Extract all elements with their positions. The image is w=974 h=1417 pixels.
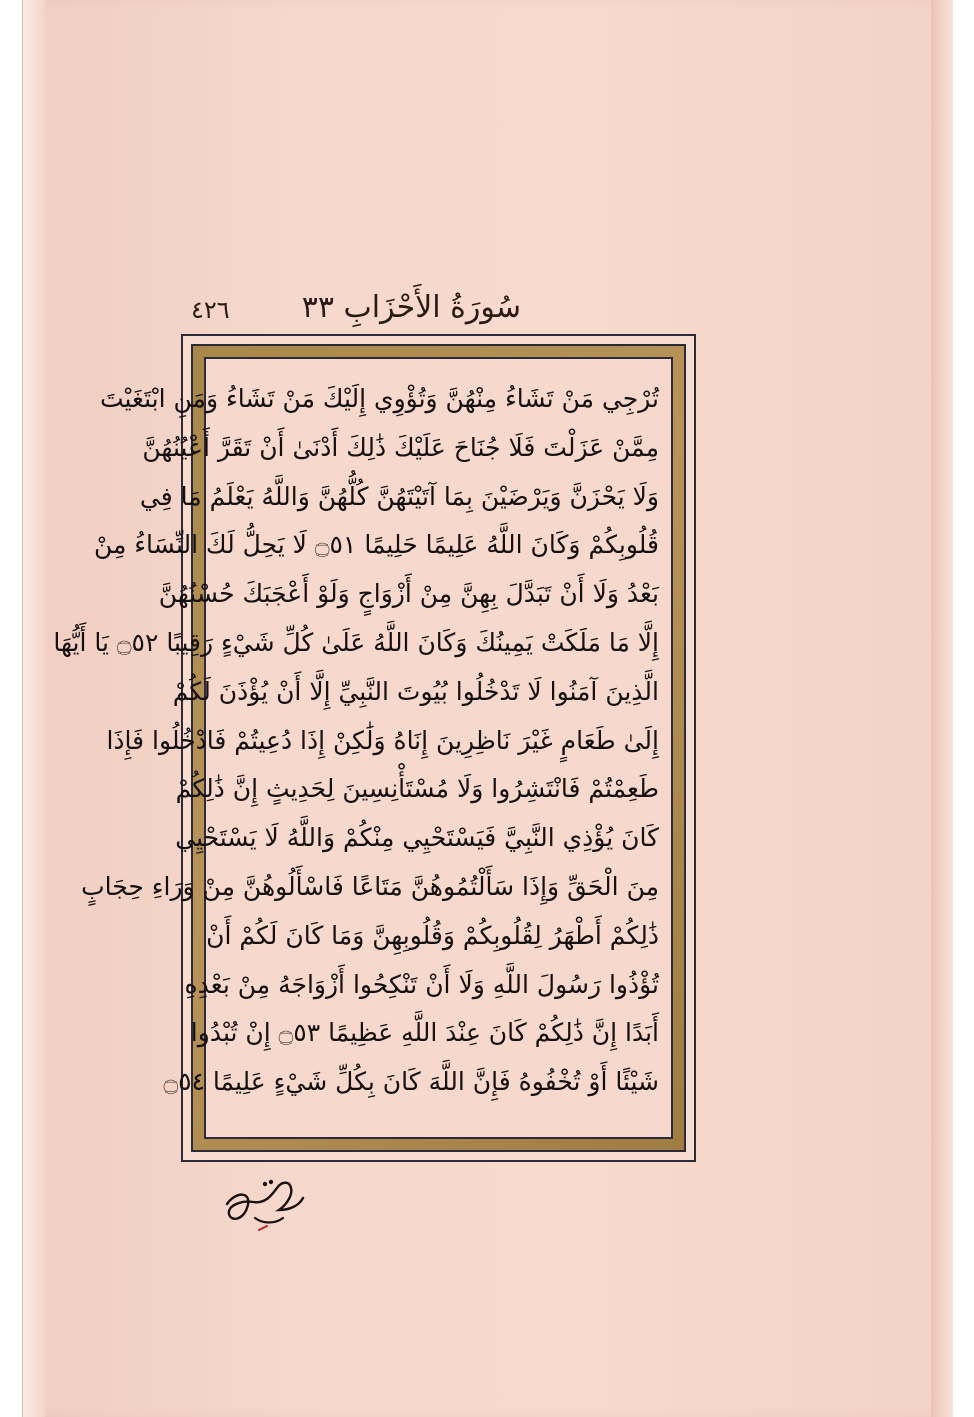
verse-line-1: تُرْجِي مَنْ تَشَاءُ مِنْهُنَّ وَتُؤْوِي إِلَيْكَ مَنْ تَشَاءُ وَمَنِ ابْتَغَيْتَ <box>99 384 659 413</box>
text-frame-outer <box>53 334 696 1162</box>
text-frame-inner <box>53 357 673 1139</box>
page-header <box>181 286 696 330</box>
catchword-calligraphy <box>219 1170 311 1240</box>
verse-line-5: بَعْدُ وَلَا أَنْ تَبَدَّلَ بِهِنَّ مِنْ أَزْوَاجٍ وَلَوْ أَعْجَبَكَ حُسْنُهُنَّ <box>158 579 659 609</box>
verse-line-6: إِلَّا مَا مَلَكَتْ يَمِينُكَ وَكَانَ اللَّهُ عَلَىٰ كُلِّ شَيْءٍ رَقِيبًا ۝٥٢ يَا أَيُّهَا <box>53 627 659 657</box>
verse-line-2: مِمَّنْ عَزَلْتَ فَلَا جُنَاحَ عَلَيْكَ ذَٰلِكَ أَدْنَىٰ أَنْ تَقَرَّ أَعْيُنُهُنَّ <box>142 432 659 462</box>
verse-line-3: وَلَا يَحْزَنَّ وَيَرْضَيْنَ بِمَا آتَيْتَهُنَّ كُلُّهُنَّ وَاللَّهُ يَعْلَمُ مَا فِي <box>139 481 659 511</box>
verse-line-13: تُؤْذُوا رَسُولَ اللَّهِ وَلَا أَنْ تَنْكِحُوا أَزْوَاجَهُ مِنْ بَعْدِهِ <box>184 969 659 999</box>
verse-line-7: الَّذِينَ آمَنُوا لَا تَدْخُلُوا بُيُوتَ النَّبِيِّ إِلَّا أَنْ يُؤْذَنَ لَكُمْ <box>172 676 659 706</box>
verse-text-block <box>53 375 659 1125</box>
verse-line-15: شَيْئًا أَوْ تُخْفُوهُ فَإِنَّ اللَّهَ كَانَ بِكُلِّ شَيْءٍ عَلِيمًا ۝٥٤ <box>163 1067 659 1097</box>
verse-line-12: ذَٰلِكُمْ أَطْهَرُ لِقُلُوبِكُمْ وَقُلُوبِهِنَّ وَمَا كَانَ لَكُمْ أَنْ <box>206 920 659 950</box>
page-left-edge <box>23 0 45 1417</box>
verse-line-11: مِنَ الْحَقِّ وَإِذَا سَأَلْتُمُوهُنَّ مَتَاعًا فَاسْأَلُوهُنَّ مِنْ وَرَاءِ حِجَابٍ <box>81 871 659 901</box>
page-right-edge <box>931 0 953 1417</box>
surah-title: سُورَةُ الأَحْزَابِ ٣٣ <box>301 290 521 325</box>
page-number: ٤٢٦ <box>191 296 230 324</box>
verse-line-10: كَانَ يُؤْذِي النَّبِيَّ فَيَسْتَحْيِي مِنْكُمْ وَاللَّهُ لَا يَسْتَحْيِي <box>175 823 659 853</box>
verse-line-4: قُلُوبِكُمْ وَكَانَ اللَّهُ عَلِيمًا حَلِيمًا ۝٥١ لَا يَحِلُّ لَكَ النِّسَاءُ مِنْ <box>93 530 659 560</box>
text-frame-gold-border <box>53 344 686 1152</box>
verse-line-9: طَعِمْتُمْ فَانْتَشِرُوا وَلَا مُسْتَأْنِسِينَ لِحَدِيثٍ إِنَّ ذَٰلِكُمْ <box>175 774 659 804</box>
verse-line-8: إِلَىٰ طَعَامٍ غَيْرَ نَاظِرِينَ إِنَاهُ وَلَٰكِنْ إِذَا دُعِيتُمْ فَادْخُلُوا فَإِذَا <box>106 725 659 755</box>
manuscript-page <box>22 0 953 1417</box>
verse-line-14: أَبَدًا إِنَّ ذَٰلِكُمْ كَانَ عِنْدَ اللَّهِ عَظِيمًا ۝٥٣ إِنْ تُبْدُوا <box>190 1018 659 1048</box>
